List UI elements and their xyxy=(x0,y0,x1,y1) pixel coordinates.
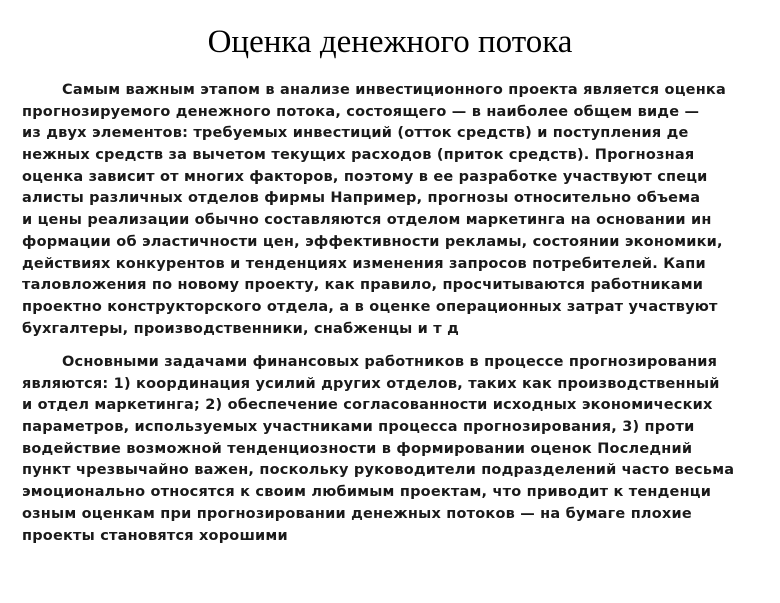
text-line: действиях конкурентов и тенденциях изменения запросов потребителей. Капи xyxy=(22,255,706,272)
text-line: озным оценкам при прогнозировании денежных потоков — на бумаге плохие xyxy=(22,505,692,522)
text-line: Самым важным этапом в анализе инвестиционного проекта является оценка xyxy=(62,82,726,98)
text-line: нежных средств за вычетом текущих расходов (приток средств). Прогнозная xyxy=(22,147,695,164)
text-line: из двух элементов: требуемых инвестиций (отток средств) и поступления де xyxy=(22,125,689,142)
text-paragraph xyxy=(22,80,762,340)
text-line: проектно конструкторского отдела, а в оценке операционных затрат участвуют xyxy=(22,298,718,315)
text-line: параметров, используемых участниками процесса прогнозирования, 3) проти xyxy=(22,419,695,436)
page-title: Оценка денежного потока xyxy=(207,24,573,60)
text-line: водействие возможной тенденциозности в формировании оценок Последний xyxy=(22,440,693,457)
text-line: и цены реализации обычно составляются отделом маркетинга на основании ин xyxy=(22,212,712,229)
text-line: алисты различных отделов фирмы Например, прогнозы относительно объема xyxy=(22,190,701,207)
text-line: и отдел маркетинга; 2) обеспечение согласованности исходных экономических xyxy=(22,397,713,414)
text-line: таловложения по новому проекту, как правило, просчитываются работниками xyxy=(22,277,704,294)
text-paragraph xyxy=(22,352,762,547)
text-line: формации об эластичности цен, эффективности рекламы, состоянии экономики, xyxy=(22,233,723,250)
text-line: Основными задачами финансовых работников в процессе прогнозирования xyxy=(62,354,718,370)
text-line: прогнозируемого денежного потока, состоящего — в наиболее общем виде — xyxy=(22,103,700,120)
text-line: оценка зависит от многих факторов, поэтому в ее разработке участвуют специ xyxy=(22,168,708,185)
text-line: пункт чрезвычайно важен, поскольку руководители подразделений часто весьма xyxy=(22,462,735,479)
text-line: бухгалтеры, производственники, снабженцы и т д xyxy=(22,320,460,337)
text-line: эмоционально относятся к своим любимым проектам, что приводит к тенденци xyxy=(22,484,712,501)
text-line: являются: 1) координация усилий других отделов, таких как производственный xyxy=(22,375,720,392)
text-line: проекты становятся хорошими xyxy=(22,527,288,544)
